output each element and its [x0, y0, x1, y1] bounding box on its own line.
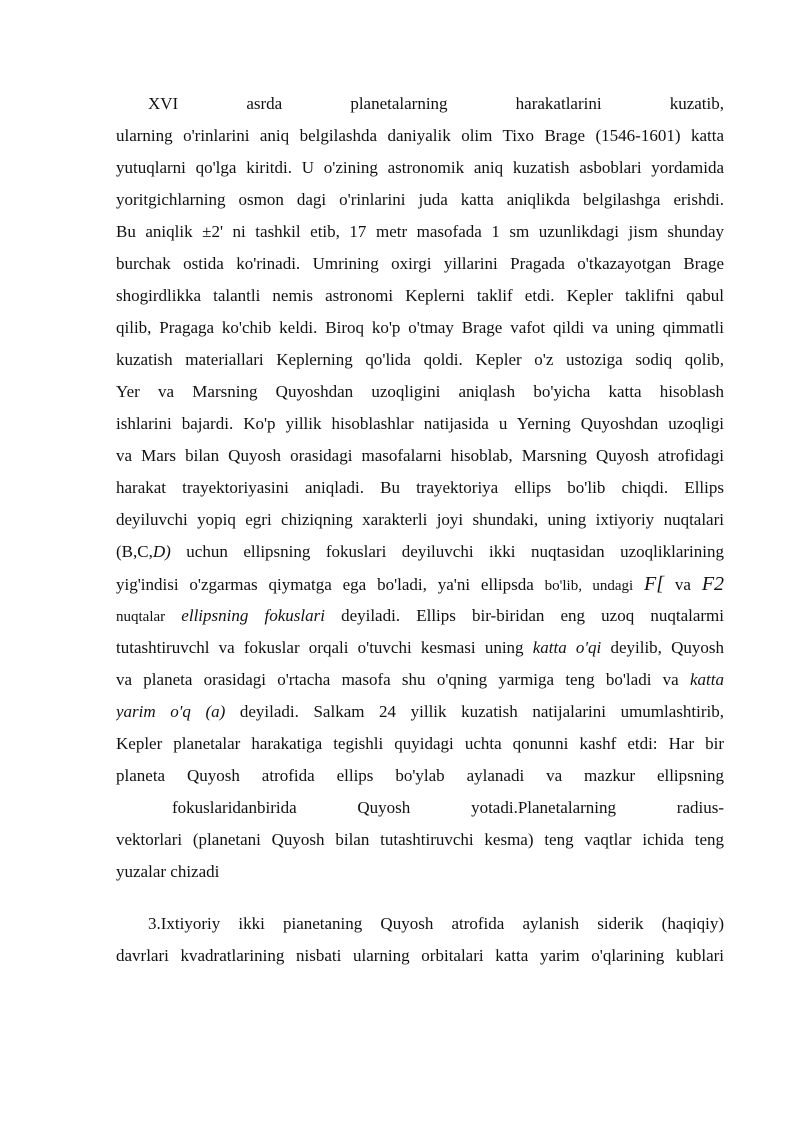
- paragraph-line: va Mars bilan Quyosh orasidagi masofalarni hisoblab, Marsning Quyosh atrofidagi: [116, 446, 724, 465]
- line-text: (B,C,: [116, 542, 153, 561]
- paragraph-line: fokuslaridanbirida Quyosh yotadi.Planetalarning radius-: [172, 798, 724, 817]
- paragraph-line: [116, 696, 724, 728]
- body-text: [116, 88, 724, 972]
- focus-symbol-f1: F[: [644, 573, 665, 595]
- line-text: deyilib, Quyosh: [601, 638, 724, 657]
- italic-text: yarim o'q (a): [116, 702, 226, 721]
- paragraph-line: [116, 536, 724, 568]
- italic-text: D): [152, 542, 171, 561]
- paragraph-line: davrlari kvadratlarining nisbati ularning orbitalari katta yarim o'qlarining kublari: [116, 946, 724, 965]
- italic-text: katta: [690, 670, 724, 689]
- paragraph-line: vektorlari (planetani Quyosh bilan tutashtiruvchi kesma) teng vaqtlar ichida teng: [116, 830, 724, 849]
- paragraph-line: yoritgichlarning osmon dagi o'rinlarini juda katta aniqlikda belgilashga erishdi.: [116, 190, 724, 209]
- small-text: nuqtalar: [116, 609, 166, 625]
- italic-text: ellipsning fokuslari: [181, 606, 325, 625]
- paragraph-line: ularning o'rinlarini aniq belgilashda daniyalik olim Tixo Brage (1546-1601) katta: [116, 126, 724, 145]
- paragraph-line: shogirdlikka talantli nemis astronomi Keplerni taklif etdi. Kepler taklifni qabul: [116, 286, 724, 305]
- paragraph-line: Yer va Marsning Quyoshdan uzoqligini aniqlash bo'yicha katta hisoblash: [116, 382, 724, 401]
- paragraph-gap: [116, 888, 724, 908]
- line-text: tutashtiruvchl va fokuslar orqali o'tuvchi kesmasi uning: [116, 638, 533, 657]
- line-text: deyiladi. Salkam 24 yillik kuzatish natijalarini umumlashtirib,: [225, 702, 724, 721]
- paragraph-line: [116, 600, 724, 632]
- line-text: va: [674, 575, 691, 594]
- paragraph-line: [116, 632, 724, 664]
- line-text: deyiladi. Ellips bir-biridan eng uzoq nuqtalarmi: [324, 606, 724, 625]
- paragraph-line: yutuqlarni qo'lga kiritdi. U o'zining astronomik aniq kuzatish asboblari yordamida: [116, 158, 724, 177]
- paragraph-line: planeta Quyosh atrofida ellips bo'ylab aylanadi va mazkur ellipsning: [116, 766, 724, 785]
- italic-text: katta o'qi: [532, 638, 602, 657]
- paragraph-line: qilib, Pragaga ko'chib keldi. Biroq ko'p o'tmay Brage vafot qildi va uning qimmatli: [116, 318, 724, 337]
- paragraph-line: deyiluvchi yopiq egri chiziqning xarakterli joyi shundaki, uning ixtiyoriy nuqtalari: [116, 510, 724, 529]
- paragraph-line: Kepler planetalar harakatiga tegishli quyidagi uchta qonunni kashf etdi: Har bir: [116, 734, 724, 753]
- paragraph-line: yuzalar chizadi: [116, 862, 220, 881]
- line-text: yig'indisi o'zgarmas qiymatga ega bo'ladi, ya'ni ellipsda: [116, 575, 545, 594]
- focus-symbol-f2: F2: [701, 573, 724, 595]
- paragraph-line: harakat trayektoriyasini aniqladi. Bu trayektoriya ellips bo'lib chiqdi. Ellips: [116, 478, 724, 497]
- paragraph-line: burchak ostida ko'rinadi. Umrining oxirgi yillarini Pragada o'tkazayotgan Brage: [116, 254, 724, 273]
- paragraph-line: XVI asrda planetalarning harakatlarini kuzatib,: [148, 94, 724, 113]
- paragraph-line: [116, 664, 724, 696]
- paragraph-line: kuzatish materiallari Keplerning qo'lida qoldi. Kepler o'z ustoziga sodiq qolib,: [116, 350, 724, 369]
- line-text: uchun ellipsning fokuslari deyiluvchi ikki nuqtasidan uzoqliklarining: [170, 542, 724, 561]
- small-text: bo'lib, undagi: [544, 578, 634, 594]
- paragraph-line: 3.Ixtiyoriy ikki pianetaning Quyosh atrofida aylanish siderik (haqiqiy): [148, 914, 724, 933]
- paragraph-line: [116, 568, 724, 600]
- paragraph-line: Bu aniqlik ±2' ni tashkil etib, 17 metr masofada 1 sm uzunlikdagi jism shunday: [116, 222, 724, 241]
- paragraph-line: ishlarini bajardi. Ko'p yillik hisoblashlar natijasida u Yerning Quyoshdan uzoqligi: [116, 414, 724, 433]
- line-text: va planeta orasidagi o'rtacha masofa shu o'qning yarmiga teng bo'ladi va: [116, 670, 690, 689]
